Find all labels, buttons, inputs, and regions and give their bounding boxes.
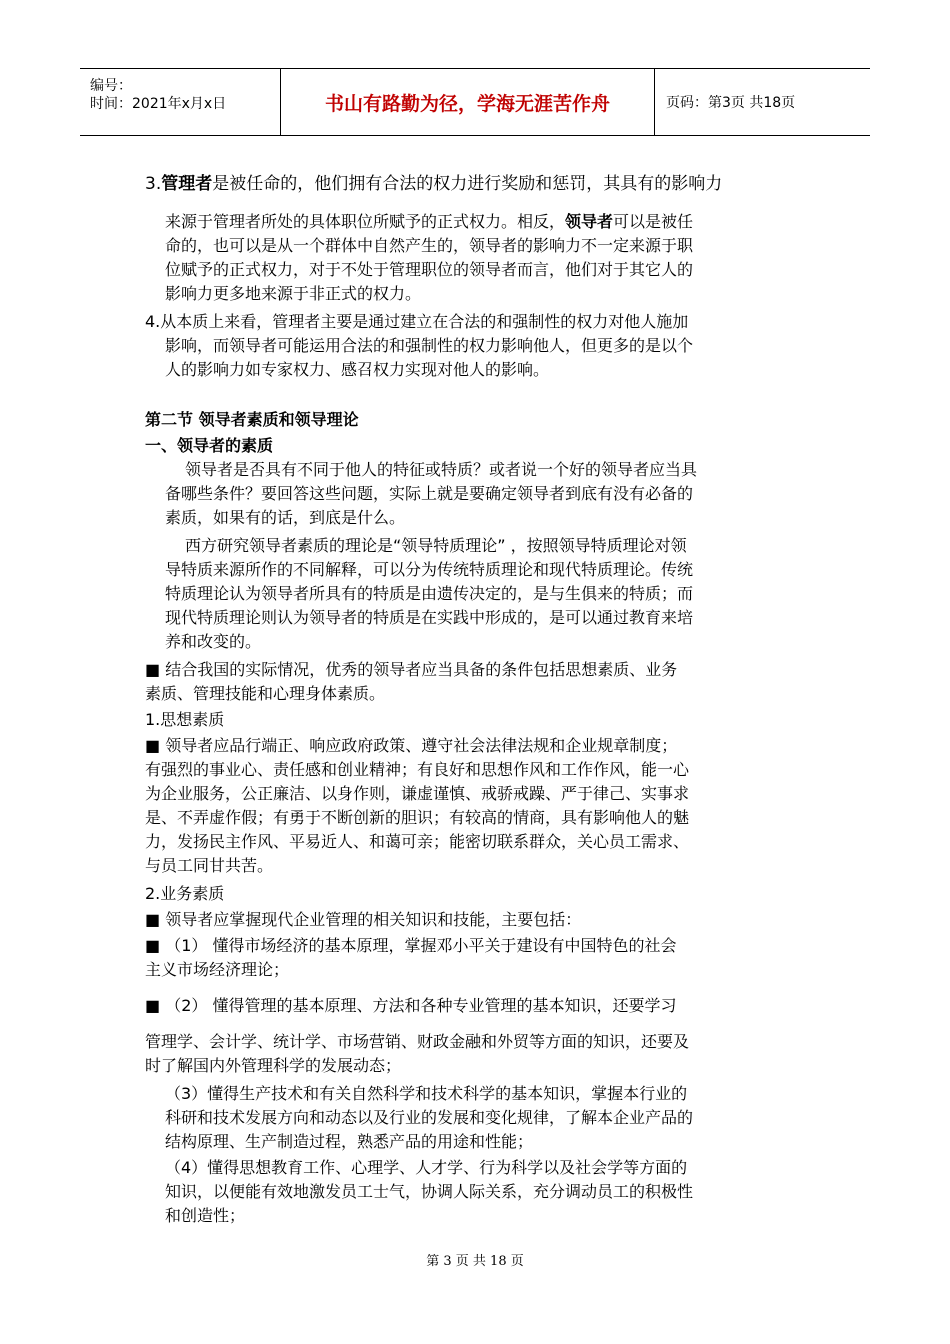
point-3-line-2-pre: 来源于管理者所处的具体职位所赋予的正式权力。相反， — [165, 212, 566, 231]
motto: 书山有路勤为径，学海无涯苦作舟 — [324, 92, 610, 115]
ideological-line-6: 与员工同甘共苦。 — [145, 856, 274, 875]
item-4-line-1: （4）懂得思想教育工作、心理学、人才学、行为科学以及社会学等方面的 — [165, 1158, 688, 1177]
item-4-line-3: 和创造性； — [165, 1206, 246, 1225]
question-line-3: 素质，如果有的话，到底是什么。 — [165, 508, 406, 527]
western-line-3: 特质理论认为领导者所具有的特质是由遗传决定的，是与生俱来的特质；而 — [165, 584, 694, 603]
heading-business: 2.业务素质 — [145, 884, 225, 903]
ideological-line-5: 力，发扬民主作风、平易近人、和蔼可亲；能密切联系群众，关心员工需求、 — [145, 832, 690, 851]
point-3-line-3: 命的，也可以是从一个群体中自然产生的，领导者的影响力不一定来源于职 — [165, 236, 694, 255]
western-line-4: 现代特质理论则认为领导者的特质是在实践中形成的，是可以通过教育来培 — [165, 608, 694, 627]
item-3-line-3: 结构原理、生产制造过程，熟悉产品的用途和性能； — [165, 1132, 534, 1151]
number-label: 编号： — [90, 78, 132, 94]
point-3-line-2-post: 可以是被任 — [613, 212, 694, 231]
point-3-line-4: 位赋予的正式权力，对于不处于管理职位的领导者而言，他们对于其它人的 — [165, 260, 694, 279]
page-info: 页码：第3页 共18页 — [666, 95, 796, 111]
question-line-2: 备哪些条件？要回答这些问题，实际上就是要确定领导者到底有没有必备的 — [165, 484, 694, 503]
point-3-number: 3. — [145, 174, 162, 194]
point-3-line-2 — [165, 210, 693, 234]
document-header — [80, 68, 870, 136]
business-intro: ■ 领导者应掌握现代企业管理的相关知识和技能，主要包括： — [145, 910, 582, 929]
page-footer: 第 3 页 共 18 页 — [426, 1254, 524, 1269]
term-manager: 管理者 — [161, 174, 213, 194]
item-3-line-2: 科研和技术发展方向和动态以及行业的发展和变化规律，了解本企业产品的 — [165, 1108, 694, 1127]
point-3-line-5: 影响力更多地来源于非正式的权力。 — [165, 284, 422, 303]
ideological-line-3: 为企业服务，公正廉洁、以身作则，谦虚谨慎、戒骄戒躁、严于律己、实事求 — [145, 784, 690, 803]
section-title: 第二节 领导者素质和领导理论 — [145, 410, 359, 429]
ideological-line-1: ■ 领导者应品行端正、响应政府政策、遵守社会法律法规和企业规章制度； — [145, 736, 678, 755]
question-line-1: 领导者是否具有不同于他人的特征或特质？或者说一个好的领导者应当具 — [185, 460, 698, 479]
western-line-5: 养和改变的。 — [165, 632, 262, 651]
time-label: 时间：2021年x月x日 — [90, 96, 227, 112]
western-line-1: 西方研究领导者素质的理论是“领导特质理论” ，按照领导特质理论对领 — [185, 536, 687, 555]
ideological-line-2: 有强烈的事业心、责任感和创业精神；有良好和思想作风和工作作风，能一心 — [145, 760, 690, 779]
western-line-2: 导特质来源所作的不同解释，可以分为传统特质理论和现代特质理论。传统 — [165, 560, 694, 579]
header-page-cell — [656, 69, 880, 135]
point-3-line-1-text: 是被任命的，他们拥有合法的权力进行奖励和惩罚，其具有的影响力 — [212, 174, 723, 194]
point-4-line-2: 影响，而领导者可能运用合法的和强制性的权力影响他人，但更多的是以个 — [165, 336, 694, 355]
term-leader: 领导者 — [565, 212, 614, 231]
item-1-line-2: 主义市场经济理论； — [145, 960, 290, 979]
item-3-line-1: （3）懂得生产技术和有关自然科学和技术科学的基本知识，掌握本行业的 — [165, 1084, 688, 1103]
item-2-line-2: 管理学、会计学、统计学、市场营销、财政金融和外贸等方面的知识，还要及 — [145, 1032, 690, 1051]
header-meta-cell — [80, 69, 281, 135]
point-3-line-1 — [145, 172, 722, 196]
item-4-line-2: 知识，以便能有效地激发员工士气，协调人际关系，充分调动员工的积极性 — [165, 1182, 694, 1201]
header-motto-cell — [281, 69, 655, 135]
item-2-line-3: 时了解国内外管理科学的发展动态； — [145, 1056, 402, 1075]
heading-ideological: 1.思想素质 — [145, 710, 225, 729]
point-4-line-1: 4.从本质上来看，管理者主要是通过建立在合法的和强制性的权力对他人施加 — [145, 312, 689, 331]
subsection-title: 一、领导者的素质 — [145, 436, 274, 455]
ideological-line-4: 是、不弄虚作假；有勇于不断创新的胆识；有较高的情商，具有影响他人的魅 — [145, 808, 690, 827]
conditions-line-2: 素质、管理技能和心理身体素质。 — [145, 684, 386, 703]
point-4-line-3: 人的影响力如专家权力、感召权力实现对他人的影响。 — [165, 360, 550, 379]
item-1-line-1: ■ （1） 懂得市场经济的基本原理，掌握邓小平关于建设有中国特色的社会 — [145, 936, 677, 955]
conditions-line-1: ■ 结合我国的实际情况，优秀的领导者应当具备的条件包括思想素质、业务 — [145, 660, 678, 679]
item-2-line-1: ■ （2） 懂得管理的基本原理、方法和各种专业管理的基本知识，还要学习 — [145, 996, 677, 1015]
